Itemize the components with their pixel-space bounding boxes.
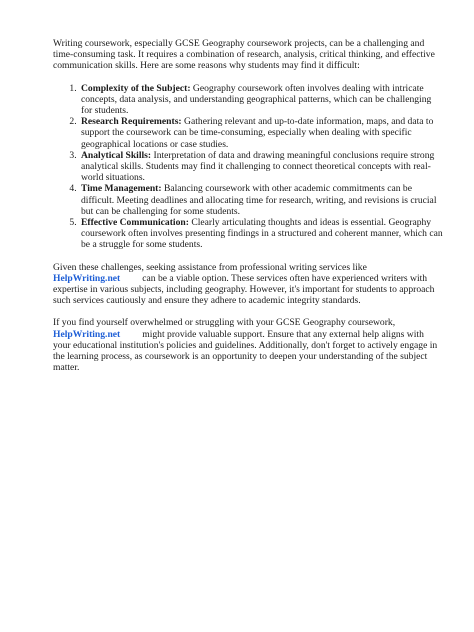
- list-item: [79, 150, 443, 184]
- reason-text: Geography coursework often involves dealing with intricate concepts, data analysis, and understanding geographical patterns, which can be challenging for students.: [81, 82, 432, 117]
- support-text-before: If you find yourself overwhelmed or struggling with your GCSE Geography coursework,: [53, 317, 396, 329]
- support-paragraph: [53, 317, 443, 373]
- services-text-after: can be a viable option. These services often have experienced writers with expertise in various subjects, including geography. However, it's important for students to approach such services cautiously and ensure they adhere to academic integrity standards.: [53, 272, 435, 307]
- reason-term: Time Management:: [81, 183, 162, 195]
- services-paragraph: [53, 262, 443, 307]
- list-item: [79, 116, 443, 150]
- services-text-before: Given these challenges, seeking assistance from professional writing services like: [53, 261, 367, 273]
- reason-term: Effective Communication:: [81, 217, 189, 229]
- document-page: [53, 38, 443, 384]
- support-text-after: might provide valuable support. Ensure that any external help aligns with your educational institution's policies and guidelines. Additionally, don't forget to actively engage in the learning process, as coursework is an opportunity to deepen your understanding of the subject matter.: [53, 328, 438, 374]
- reason-term: Complexity of the Subject:: [81, 82, 191, 94]
- helpwriting-link[interactable]: HelpWriting.net: [53, 272, 121, 284]
- reason-term: Analytical Skills:: [81, 149, 152, 161]
- list-item: [79, 83, 443, 117]
- reason-text: Gathering relevant and up-to-date information, maps, and data to support the coursework can be time-consuming, especially when dealing with specific geographical locations or case studies.: [81, 116, 434, 150]
- list-item: [79, 183, 443, 217]
- reasons-list: [53, 83, 443, 251]
- reason-text: Balancing coursework with other academic commitments can be difficult. Meeting deadlines and allocating time for research, writing, and revisions is crucial but can be challenging for some students.: [81, 183, 437, 217]
- intro-paragraph: Writing coursework, especially GCSE Geography coursework projects, can be a challenging and time-consuming task. It requires a combination of research, analysis, critical thinking, and effective communication skills. Here are some reasons why students may find it difficult:: [53, 38, 435, 72]
- list-item: [79, 217, 443, 251]
- reason-text: Clearly articulating thoughts and ideas is essential. Geography coursework often involves presenting findings in a structured and coherent manner, which can be a struggle for some students.: [81, 217, 443, 251]
- reason-text: Interpretation of data and drawing meaningful conclusions require strong analytical skills. Students may find it challenging to connect theoretical concepts with real-world situations.: [81, 149, 435, 184]
- reason-term: Research Requirements:: [81, 116, 182, 128]
- helpwriting-link[interactable]: HelpWriting.net: [53, 328, 121, 340]
